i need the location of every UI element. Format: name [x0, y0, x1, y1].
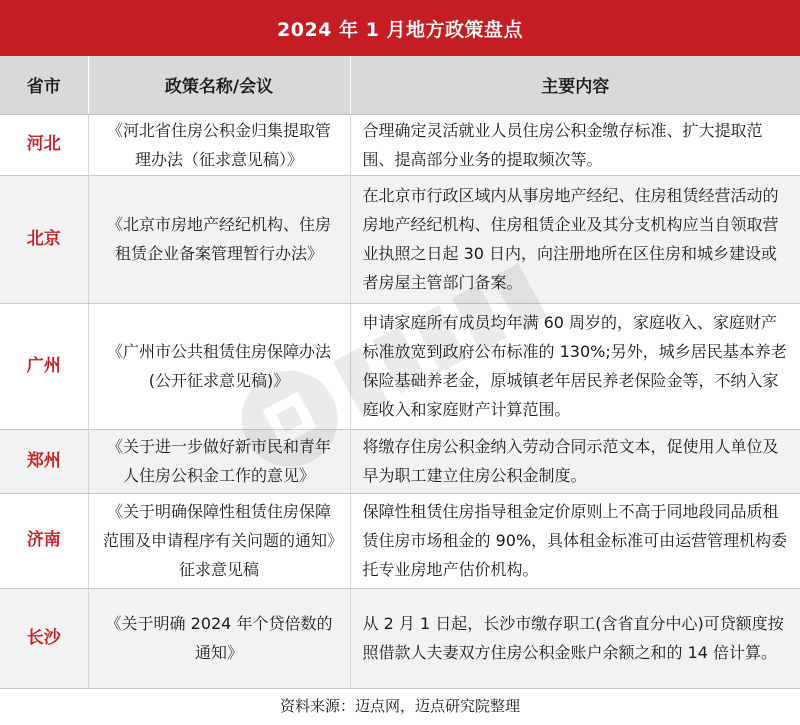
table-header-row — [0, 56, 800, 114]
row-policy-name: 《广州市公共租赁住房保障办法(公开征求意见稿)》 — [88, 303, 350, 429]
row-content: 合理确定灵活就业人员住房公积金缴存标准、扩大提取范围、提高部分业务的提取频次等。 — [350, 114, 800, 175]
row-city: 济南 — [0, 493, 88, 588]
row-content: 在北京市行政区域内从事房地产经纪、住房租赁经营活动的房地产经纪机构、住房租赁企业及其分支机构应当自领取营业执照之日起 30 日内，向注册地所在区住房和城乡建设或者房屋主管部门备案。 — [350, 175, 800, 303]
row-policy-name: 《关于明确保障性租赁住房保障范围及申请程序有关问题的通知》征求意见稿 — [88, 493, 350, 588]
source-note — [0, 685, 800, 725]
table-row — [0, 588, 800, 688]
row-content: 将缴存住房公积金纳入劳动合同示范文本，促使用人单位及早为职工建立住房公积金制度。 — [350, 429, 800, 493]
row-city: 广州 — [0, 303, 88, 429]
table-row — [0, 303, 800, 429]
table-row — [0, 493, 800, 588]
row-city: 河北 — [0, 114, 88, 175]
row-policy-name: 《关于进一步做好新市民和青年人住房公积金工作的意见》 — [88, 429, 350, 493]
column-header-name: 政策名称/会议 — [88, 56, 350, 114]
table-row — [0, 175, 800, 303]
row-city: 郑州 — [0, 429, 88, 493]
row-city: 长沙 — [0, 588, 88, 688]
page-title-text: 2024 年 1 月地方政策盘点 — [277, 18, 523, 41]
table-row — [0, 429, 800, 493]
column-header-content: 主要内容 — [350, 56, 800, 114]
row-content: 从 2 月 1 日起，长沙市缴存职工(含省直分中心)可贷额度按照借款人夫妻双方住房公积金账户余额之和的 14 倍计算。 — [350, 588, 800, 688]
column-header-city: 省市 — [0, 56, 88, 114]
source-note-text: 资料来源：迈点网，迈点研究院整理 — [279, 696, 520, 715]
page-title — [0, 0, 800, 56]
table-row — [0, 114, 800, 175]
row-policy-name: 《北京市房地产经纪机构、住房租赁企业备案管理暂行办法》 — [88, 175, 350, 303]
policy-table — [0, 56, 800, 689]
row-content: 申请家庭所有成员均年满 60 周岁的，家庭收入、家庭财产标准放宽到政府公布标准的 130%;另外，城乡居民基本养老保险基础养老金，原城镇老年居民养老保险金等，不纳入家庭收入和家庭财产计算范围。 — [350, 303, 800, 429]
row-content: 保障性租赁住房指导租金定价原则上不高于同地段同品质租赁住房市场租金的 90%，具体租金标准可由运营管理机构委托专业房地产估价机构。 — [350, 493, 800, 588]
row-policy-name: 《关于明确 2024 年个贷倍数的通知》 — [88, 588, 350, 688]
row-policy-name: 《河北省住房公积金归集提取管理办法（征求意见稿）》 — [88, 114, 350, 175]
row-city: 北京 — [0, 175, 88, 303]
